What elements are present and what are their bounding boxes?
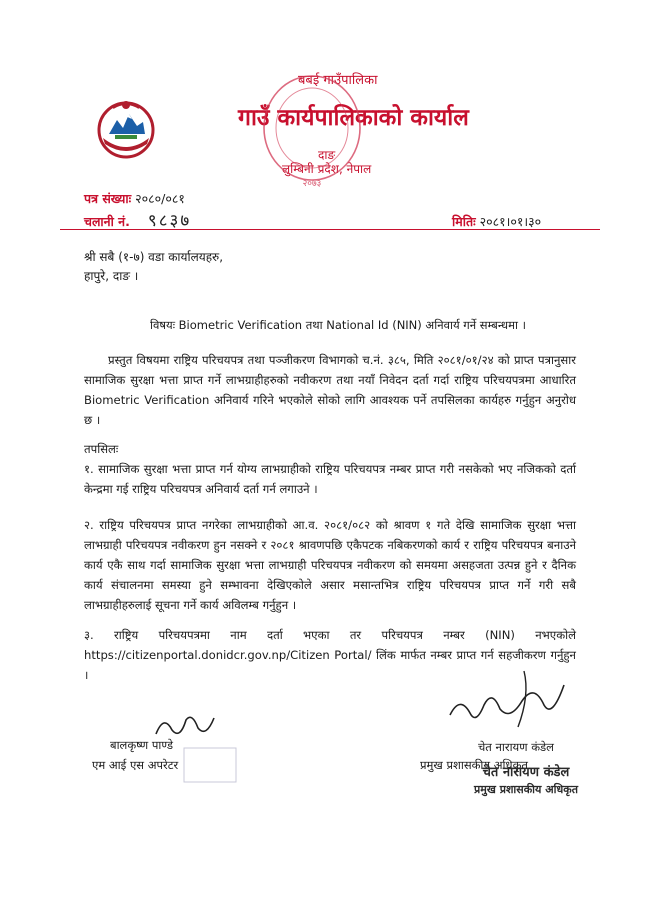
patra-sankhya-value: २०८०/०८१	[135, 191, 185, 206]
recipient-line-2: हापुरे, दाङ ।	[84, 269, 139, 283]
office-seal-stamp	[252, 66, 372, 191]
patra-sankhya-label: पत्र संख्याः	[84, 191, 132, 206]
official-name-stamp	[470, 740, 582, 808]
intro-paragraph: प्रस्तुत विषयमा राष्ट्रिय परिचयपत्र तथा पञ्जीकरण विभागको च.नं. ३८५, मिति २०८१/०१/२४ को प्राप्त पत्रानुसार सामाजिक सुरक्षा भत्ता प्राप्त गर्ने लाभग्राहीहरुको नवीकरण तथा नयाँ निवेदन दर्ता गर्दा राष्ट्रिय परिचयपत्रमा आधारित Biometric Verification अनिवार्य गरिने भएकोले सोको लागि आवश्यक पर्ने तपसिलका कार्यहरु गर्नुहुन अनुरोध छ ।	[84, 353, 576, 427]
right-signature-scribble	[440, 665, 570, 740]
tapasil-heading: तपसिलः	[84, 442, 119, 456]
item-1-paragraph: १. सामाजिक सुरक्षा भत्ता प्राप्त गर्न योग्य लाभग्राहीको राष्ट्रिय परिचयपत्र नम्बर प्राप्त गरी नसकेको भए नजिकको दर्ता केन्द्रमा गई राष्ट्रिय परिचयपत्र अनिवार्य दर्ता गर्न लगाउने ।	[84, 462, 576, 496]
item-2-paragraph: २. राष्ट्रिय परिचयपत्र प्राप्त नगरेका लाभग्राहीको आ.व. २०८१/०८२ को श्रावण १ गते देखि सामाजिक सुरक्षा भत्ता लाभग्राही परिचयपत्र नवीकरण हुन नसक्ने र २०८१ श्रावणपछि एकैपटक नबिकरणको कार्य र राष्ट्रिय परिचयपत्र बनाउने कार्य एकै साथ गर्दा सामाजिक सुरक्षा भत्ता लाभग्राही परिचयपत्र नवीकरण को समयमा असहजता उत्पन्न हुने र दैनिक कार्य संचालनमा समस्या हुने सम्भावना देखिएकोले असार मसान्तभित्र राष्ट्रिय परिचयपत्र प्राप्त गर्ने गरी सबै लाभग्राहीहरुलाई सूचना गर्ने कार्य अविलम्ब गर्नुहुन ।	[84, 518, 576, 612]
municipality-name: बबई गाउँपालिका	[298, 73, 378, 88]
stamp-title: प्रमुख प्रशासकीय अधिकृत	[474, 783, 578, 796]
right-signer-title: प्रमुख प्रशासकीय अधिकृत	[420, 758, 528, 772]
province-address: लुम्बिनी प्रदेश, नेपाल	[282, 162, 372, 176]
subject-line: विषयः Biometric Verification तथा National Id (NIN) अनिवार्य गर्ने सम्बन्धमा ।	[150, 318, 526, 332]
left-faint-stamp	[180, 740, 240, 790]
nepal-emblem-icon	[95, 98, 157, 160]
date-value: २०८१।०१।३०	[479, 214, 542, 229]
item-3-paragraph: ३. राष्ट्रिय परिचयपत्रमा नाम दर्ता भएका तर परिचयपत्र नम्बर (NIN) नभएकोले https://citizenportal.donidcr.gov.np/Citizen Portal/ लिंक मार्फत नम्बर प्राप्त गर्न सहजीकरण गर्नुहुन ।	[84, 628, 576, 682]
right-signer-name: चेत नारायण कंडेल	[478, 740, 554, 754]
chalani-row	[84, 208, 191, 231]
left-signer-title: एम आई एस अपरेटर	[92, 758, 179, 772]
date-label: मितिः	[452, 214, 476, 229]
office-title: गाउँ कार्यपालिकाको कार्याल	[238, 105, 469, 131]
stamp-name: चेत नारायण कंडेल	[482, 765, 570, 780]
left-signer-name: बालकृष्ण पाण्डे	[110, 738, 173, 752]
date-row	[452, 213, 541, 230]
patra-sankhya-row	[84, 190, 185, 207]
chalani-value: ९८३७	[147, 211, 192, 231]
header-divider	[60, 229, 600, 230]
svg-text:२०७३: २०७३	[302, 179, 322, 189]
chalani-label: चलानी नं.	[84, 214, 130, 229]
recipient-line-1: श्री सबै (१-७) वडा कार्यालयहरु,	[84, 250, 224, 264]
district-text: दाङ	[318, 148, 336, 162]
